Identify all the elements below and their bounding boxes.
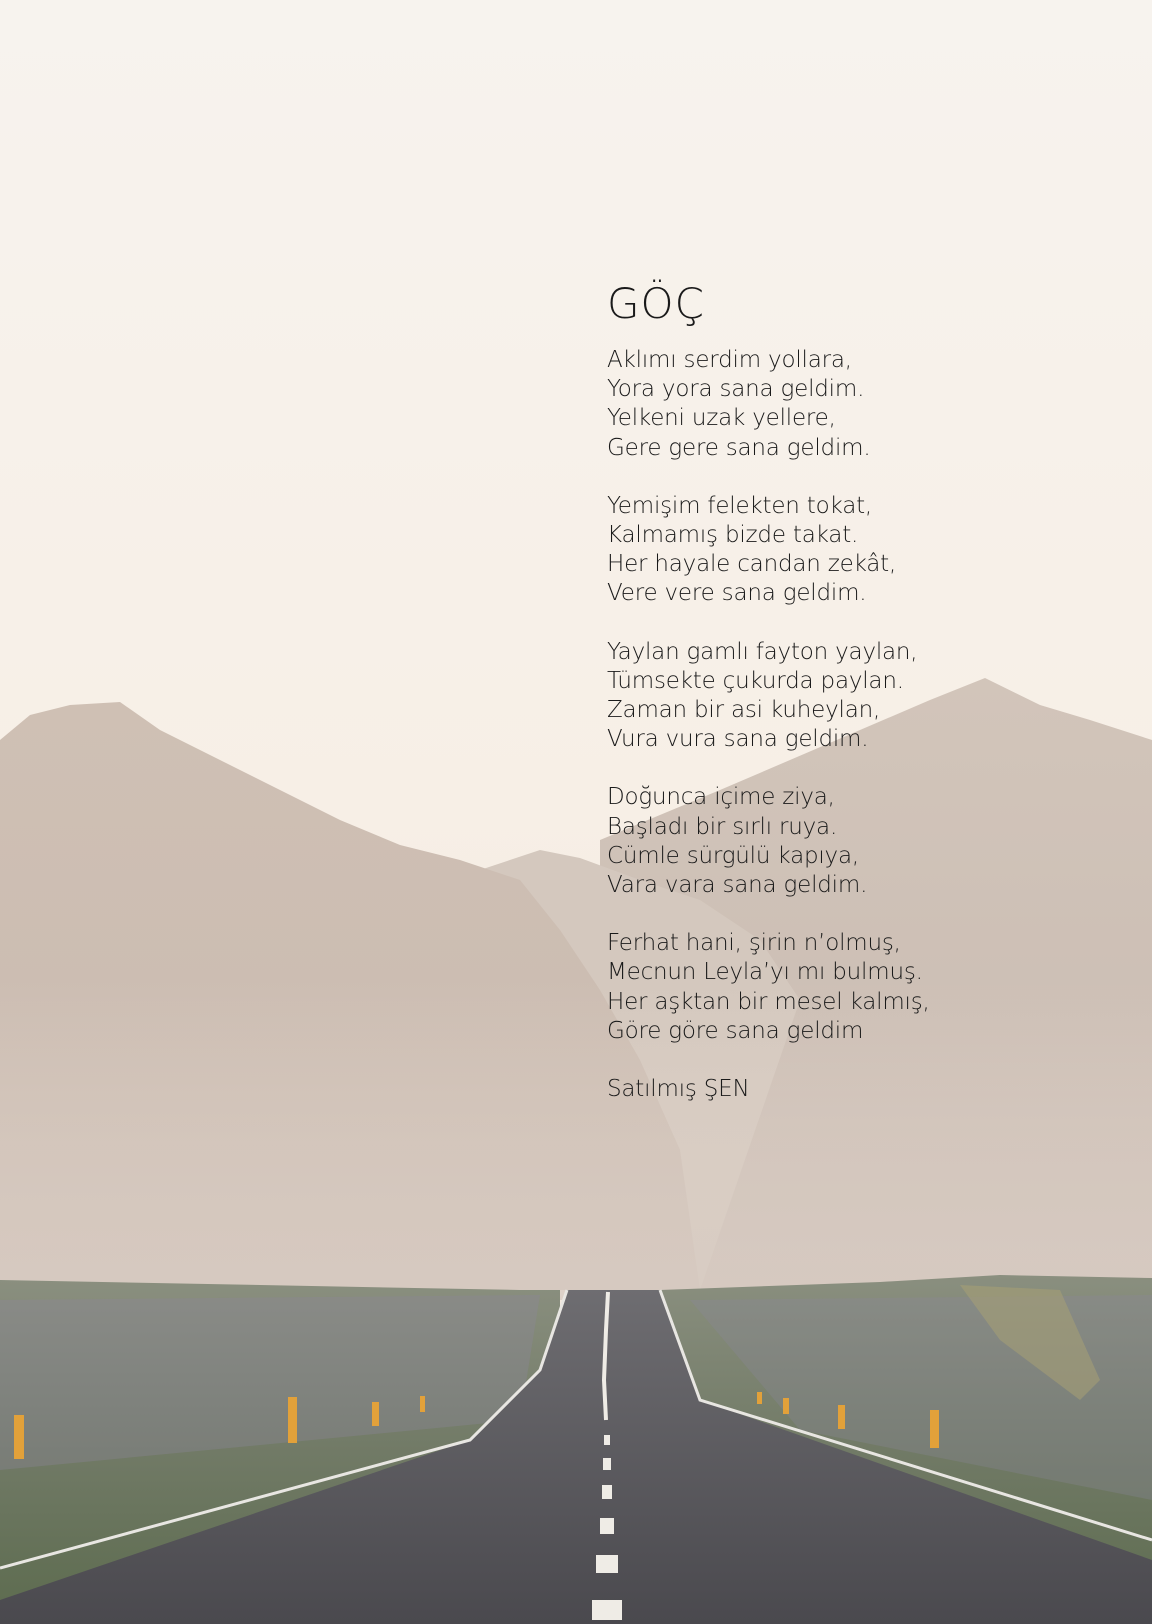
poem-author: Satılmış ŞEN [607, 1076, 750, 1103]
poem-line: Göre göre sana geldim [607, 1017, 864, 1044]
poem-line: Aklımı serdim yollara, [607, 347, 852, 373]
poem-line: Yaylan gamlı fayton yaylan, [607, 638, 918, 665]
poem-line: Yora yora sana geldim. [607, 376, 865, 403]
stanza [607, 929, 1127, 1046]
stanza [607, 638, 1127, 755]
stanza [607, 492, 1127, 609]
poem-line: Doğunca içime ziya, [607, 784, 835, 811]
poem-line: Gere gere sana geldim. [607, 434, 871, 461]
poem-line: Vura vura sana geldim. [607, 726, 869, 753]
poem-line: Cümle sürgülü kapıya, [607, 842, 859, 869]
poem-title: GÖÇ [607, 279, 705, 328]
stanza [607, 783, 1127, 900]
poem-line: Ferhat hani, şirin n’olmuş, [607, 930, 901, 957]
poem-line: Her hayale candan zekât, [607, 551, 897, 578]
poem-line: Zaman bir asi kuheylan, [607, 697, 881, 724]
poem-line: Her aşktan bir mesel kalmış, [607, 988, 930, 1015]
poem-line: Kalmamış bizde takat. [607, 522, 859, 549]
poem [607, 278, 1127, 1104]
poem-line: Başladı bir sırlı ruya. [607, 813, 838, 840]
poem-line: Vara vara sana geldim. [607, 872, 868, 899]
poem-line: Tümsekte çukurda paylan. [607, 667, 904, 694]
poem-line: Vere vere sana geldim. [607, 580, 867, 607]
poem-line: Yelkeni uzak yellere, [607, 405, 836, 432]
poem-line: Mecnun Leyla’yı mı bulmuş. [607, 959, 923, 986]
poem-line: Yemişim felekten tokat, [607, 492, 873, 519]
stanza [607, 346, 1127, 463]
